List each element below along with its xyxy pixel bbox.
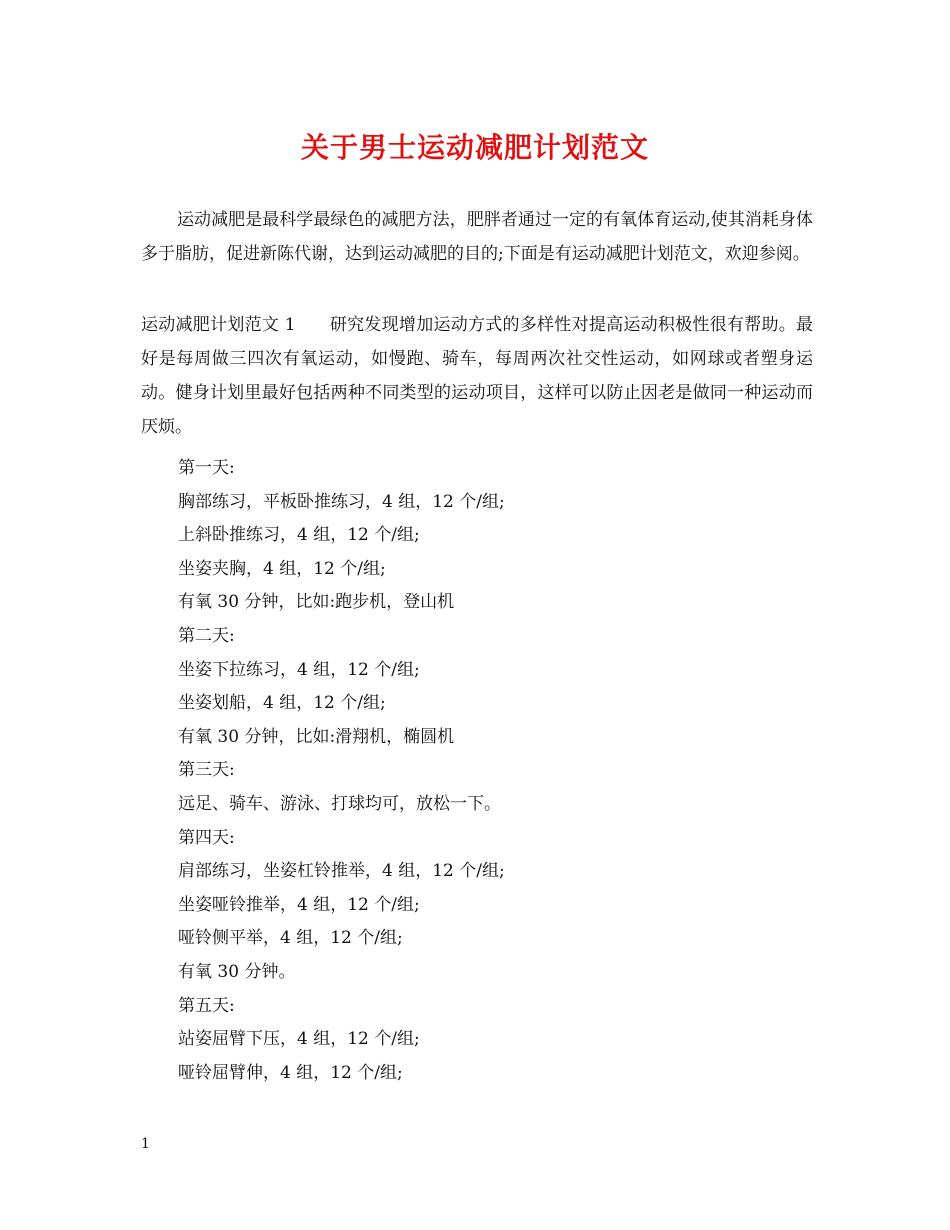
plan-line: 哑铃侧平举，4 组，12 个/组; xyxy=(178,928,403,949)
plan-line: 第四天: xyxy=(178,827,235,848)
document-title: 关于男士运动减肥计划范文 xyxy=(300,131,649,164)
plan-line: 哑铃屈臂伸，4 组，12 个/组; xyxy=(178,1062,403,1083)
plan-line: 第一天: xyxy=(178,458,235,478)
plan-line: 坐姿夹胸，4 组，12 个/组; xyxy=(178,558,386,579)
plan-line: 上斜卧推练习，4 组，12 个/组; xyxy=(178,525,420,546)
plan-line: 有氧 30 分钟，比如:滑翔机，椭圆机 xyxy=(178,726,455,747)
section-heading: 运动减肥计划范文 1 xyxy=(141,315,296,335)
page-number: 1 xyxy=(141,1136,150,1152)
plan-lines xyxy=(178,452,818,1090)
section-text: 研究发现增加运动方式的多样性对提高运动积极性很有帮助。最好是每周做三四次有氧运动，如慢跑、骑车，每周两次社交性运动，如网球或者塑身运动。健身计划里最好包括两种不同类型的运动项目，这样可以防止因老是做同一种运动而厌烦。 xyxy=(141,315,813,437)
plan-line: 第五天: xyxy=(178,995,235,1016)
intro-paragraph: 运动减肥是最科学最绿色的减肥方法，肥胖者通过一定的有氧体育运动,使其消耗身体多于脂肪，促进新陈代谢，达到运动减肥的目的;下面是有运动减肥计划范文，欢迎参阅。 xyxy=(141,210,813,264)
plan-line: 有氧 30 分钟。 xyxy=(178,961,296,982)
plan-line: 第二天: xyxy=(178,625,235,646)
plan-line: 坐姿哑铃推举，4 组，12 个/组; xyxy=(178,894,420,915)
section-paragraph xyxy=(141,308,813,444)
plan-line: 有氧 30 分钟，比如:跑步机，登山机 xyxy=(178,592,455,613)
plan-line: 肩部练习，坐姿杠铃推举，4 组，12 个/组; xyxy=(178,861,505,882)
plan-line: 第三天: xyxy=(178,760,235,781)
plan-line: 坐姿下拉练习，4 组，12 个/组; xyxy=(178,659,420,680)
plan-line: 坐姿划船，4 组，12 个/组; xyxy=(178,693,386,714)
plan-line: 胸部练习，平板卧推练习，4 组，12 个/组; xyxy=(178,491,505,512)
plan-line: 站姿屈臂下压，4 组，12 个/组; xyxy=(178,1029,420,1050)
plan-line: 远足、骑车、游泳、打球均可，放松一下。 xyxy=(178,793,501,814)
